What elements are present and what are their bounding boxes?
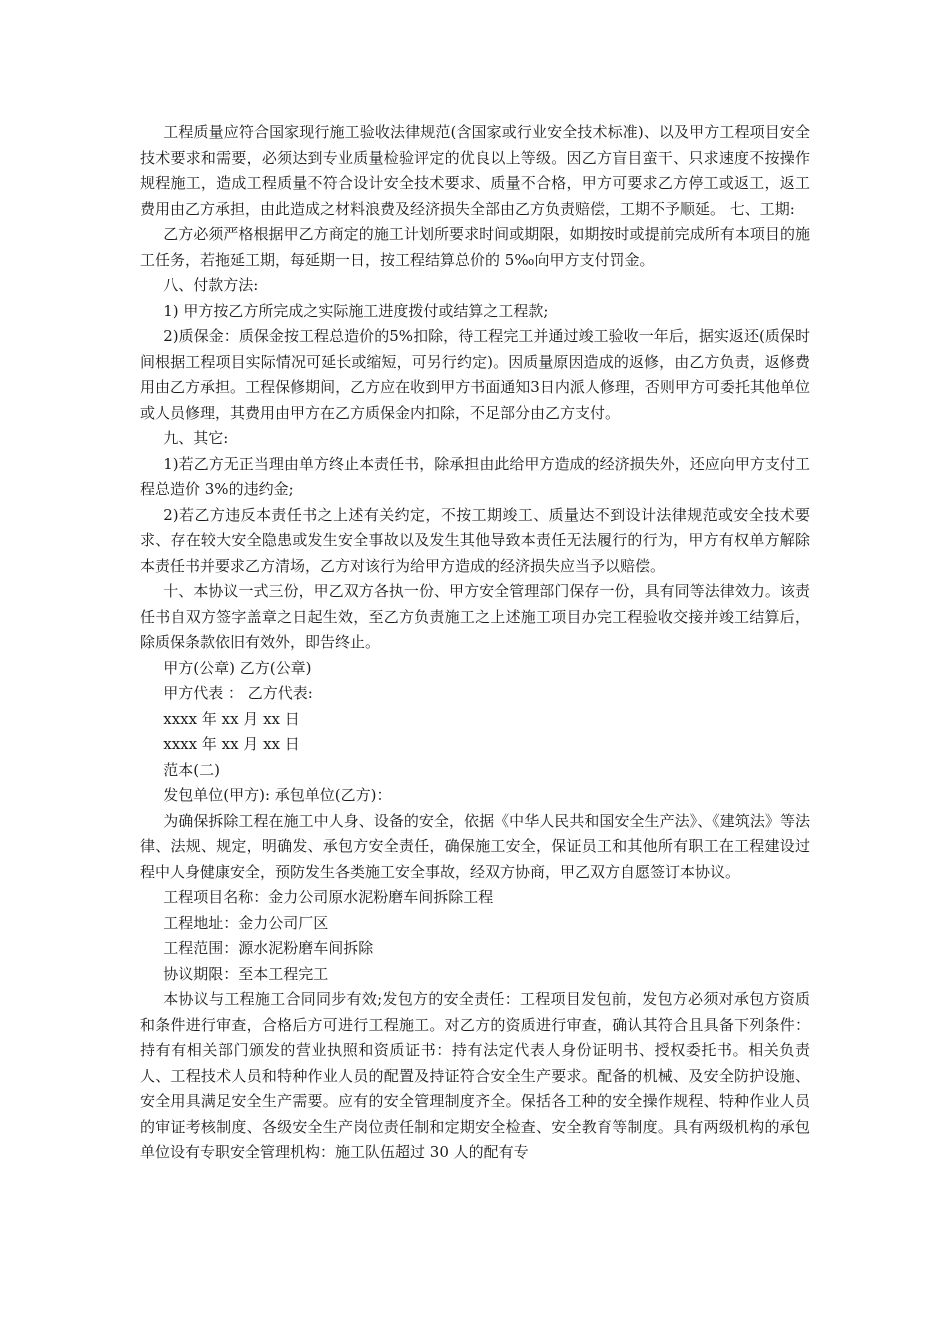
paragraph-purpose: 为确保拆除工程在施工中人身、设备的安全，依据《中华人民共和国安全生产法》、《建筑法》等法律、法规、规定，明确发、承包方安全责任，确保施工安全，保证员工和其他所有职工在工程建设过程中人身健康安全，预防发生各类施工安全事故，经双方协商，甲乙双方自愿签订本协议。 bbox=[140, 811, 810, 881]
project-scope: 工程范围：源水泥粉磨车间拆除 bbox=[163, 939, 374, 957]
project-name: 工程项目名称：金力公司原水泥粉磨车间拆除工程 bbox=[163, 888, 494, 906]
paragraph-other-1: 1)若乙方无正当理由单方终止本责任书，除承担由此给甲方造成的经济损失外，还应向甲方支付工程总造价 3%的违约金; bbox=[140, 454, 810, 498]
signature-date-2: xxxx 年 xx 月 xx 日 bbox=[163, 735, 300, 753]
paragraph-schedule: 乙方必须严格根据甲乙方商定的施工计划所要求时间或期限，如期按时或提前完成所有本项目的施工任务，若拖延工期，每延期一日，按工程结算总价的 5‰向甲方支付罚金。 bbox=[140, 225, 810, 269]
project-address: 工程地址：金力公司厂区 bbox=[163, 913, 329, 932]
signature-date-1: xxxx 年 xx 月 xx 日 bbox=[163, 709, 300, 728]
document-body bbox=[140, 120, 810, 1166]
parties-line: 发包单位(甲方): 承包单位(乙方)： bbox=[163, 786, 392, 804]
heading-template-2: 范本(二) bbox=[163, 760, 220, 779]
paragraph-other-2: 2)若乙方违反本责任书之上述有关约定，不按工期竣工、质量达不到设计法律规范或安全技术要求、存在较大安全隐患或发生安全事故以及发生其他导致本责任无法履行的行为，甲方有权单方解除本责任书并要求乙方清场，乙方对该行为给甲方造成的经济损失应当予以赔偿。 bbox=[140, 505, 810, 575]
heading-payment-method: 八、付款方法: bbox=[163, 276, 259, 294]
paragraph-payment-2: 2)质保金：质保金按工程总造价的5%扣除，待工程完工并通过竣工验收一年后，据实返还(质保时间根据工程项目实际情况可延长或缩短，可另行约定)。因质量原因造成的返修，由乙方负责，返修费用由乙方承担。工程保修期间，乙方应在收到甲方书面通知3日内派人修理，否则甲方可委托其他单位或人员修理，其费用由甲方在乙方质保金内扣除，不足部分由乙方支付。 bbox=[140, 327, 810, 422]
paragraph-copies: 十、本协议一式三份，甲乙双方各执一份、甲方安全管理部门保存一份，具有同等法律效力。该责任书自双方签字盖章之日起生效，至乙方负责施工之上述施工项目办完工程验收交接并竣工结算后，除质保条款依旧有效外，即告终止。 bbox=[140, 582, 810, 651]
paragraph-quality: 工程质量应符合国家现行施工验收法律规范(含国家或行业安全技术标准)、以及甲方工程项目安全技术要求和需要，必须达到专业质量检验评定的优良以上等级。因乙方盲目蛮干、只求速度不按操作规程施工，造成工程质量不符合设计安全技术要求、质量不合格，甲方可要求乙方停工或返工，返工费用由乙方承担，由此造成之材料浪费及经济损失全部由乙方负责赔偿，工期不予顺延。 七、工期: bbox=[140, 123, 810, 218]
heading-other: 九、其它: bbox=[163, 429, 229, 447]
paragraph-payment-1: 1) 甲方按乙方所完成之实际施工进度拨付或结算之工程款; bbox=[163, 301, 549, 320]
signature-seals: 甲方(公章) 乙方(公章) bbox=[163, 658, 312, 677]
signature-representatives: 甲方代表 ： 乙方代表: bbox=[163, 684, 313, 702]
paragraph-responsibility: 本协议与工程施工合同同步有效;发包方的安全责任：工程项目发包前，发包方必须对承包方资质和条件进行审查，合格后方可进行工程施工。对乙方的资质进行审查，确认其符合且具备下列条件：持有有相关部门颁发的营业执照和资质证书：持有法定代表人身份证明书、授权委托书。相关负责人、工程技术人员和特种作业人员的配置及持证符合安全生产要求。配备的机械、及安全防护设施、安全用具满足安全生产需要。应有的安全管理制度齐全。保括各工种的安全操作规程、特种作业人员的审证考核制度、各级安全生产岗位责任制和定期安全检查、安全教育等制度。具有两级机构的承包单位设有专职安全管理机构：施工队伍超过 30 人的配有专 bbox=[140, 990, 810, 1161]
agreement-term: 协议期限：至本工程完工 bbox=[163, 964, 329, 983]
